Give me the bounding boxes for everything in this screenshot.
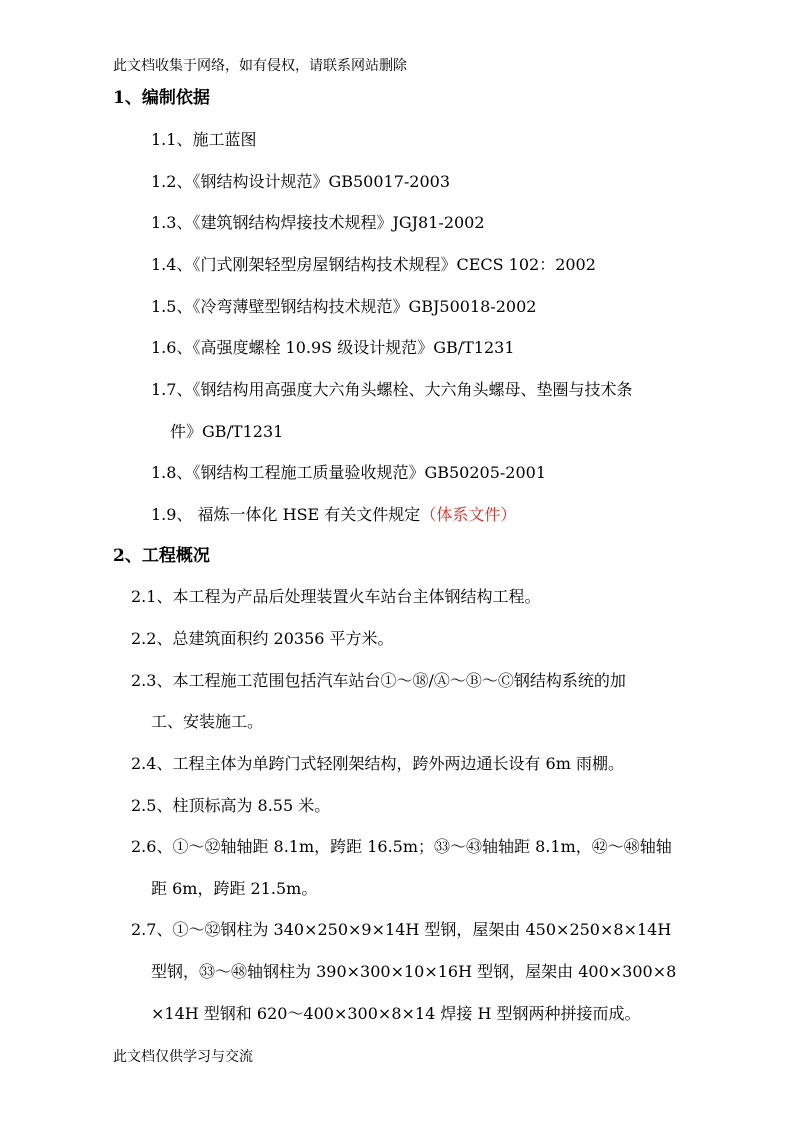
section-2-title: 2、工程概况 <box>113 546 210 566</box>
basis-item-1-9 <box>151 505 516 525</box>
basis-item-1-7: 1.7、《钢结构用高强度大六角头螺栓、大六角头螺母、垫圈与技术条 <box>151 380 633 399</box>
header-note: 此文档收集于网络，如有侵权，请联系网站删除 <box>113 58 407 74</box>
basis-item-1-4: 1.4、《门式刚架轻型房屋钢结构技术规程》CECS 102：2002 <box>151 255 596 274</box>
overview-line-2-5: 2.5、柱顶标高为 8.55 米。 <box>131 796 331 815</box>
footer-note: 此文档仅供学习与交流 <box>113 1049 253 1065</box>
overview-line-2-7: 2.7、①～㉜钢柱为 340×250×9×14H 型钢，屋架由 450×250×8×14H <box>131 920 672 939</box>
overview-line-2-4: 2.4、工程主体为单跨门式轻刚架结构，跨外两边通长设有 6m 雨棚。 <box>131 754 624 773</box>
basis-item-1-2: 1.2、《钢结构设计规范》GB50017-2003 <box>151 172 451 191</box>
overview-line-2-7-continued-2: ×14H 型钢和 620～400×300×8×14 焊接 H 型钢两种拼接而成。 <box>151 1004 641 1023</box>
basis-item-1-6: 1.6、《高强度螺栓 10.9S 级设计规范》GB/T1231 <box>151 338 515 357</box>
basis-item-1-8: 1.8、《钢结构工程施工质量验收规范》GB50205-2001 <box>151 463 547 482</box>
overview-line-2-3-continued: 工、安装施工。 <box>151 712 264 731</box>
overview-line-2-6-continued: 距 6m，跨距 21.5m。 <box>151 879 318 898</box>
overview-line-2-6: 2.6、①～㉜轴轴距 8.1m，跨距 16.5m；㉝～㊸轴轴距 8.1m，㊷～㊽轴轴 <box>131 837 672 856</box>
basis-item-1-3: 1.3、《建筑钢结构焊接技术规程》JGJ81-2002 <box>151 213 485 232</box>
basis-item-1-7-continued: 件》GB/T1231 <box>170 422 284 441</box>
section-1-title: 1、编制依据 <box>113 88 210 108</box>
overview-line-2-3: 2.3、本工程施工范围包括汽车站台①～⑱/Ⓐ～Ⓑ～Ⓒ钢结构系统的加 <box>131 671 626 690</box>
system-files-note: （体系文件） <box>420 505 517 524</box>
basis-item-1-1: 1.1、施工蓝图 <box>151 130 257 149</box>
overview-line-2-1: 2.1、本工程为产品后处理装置火车站台主体钢结构工程。 <box>131 587 541 606</box>
basis-item-1-5: 1.5、《冷弯薄壁型钢结构技术规范》GBJ50018-2002 <box>151 297 537 316</box>
basis-item-1-9-text: 1.9、 福炼一体化 HSE 有关文件规定 <box>151 505 421 524</box>
overview-line-2-2: 2.2、总建筑面积约 20356 平方米。 <box>131 629 394 648</box>
overview-line-2-7-continued-1: 型钢，㉝～㊽轴钢柱为 390×300×10×16H 型钢，屋架由 400×300×8 <box>151 962 677 981</box>
